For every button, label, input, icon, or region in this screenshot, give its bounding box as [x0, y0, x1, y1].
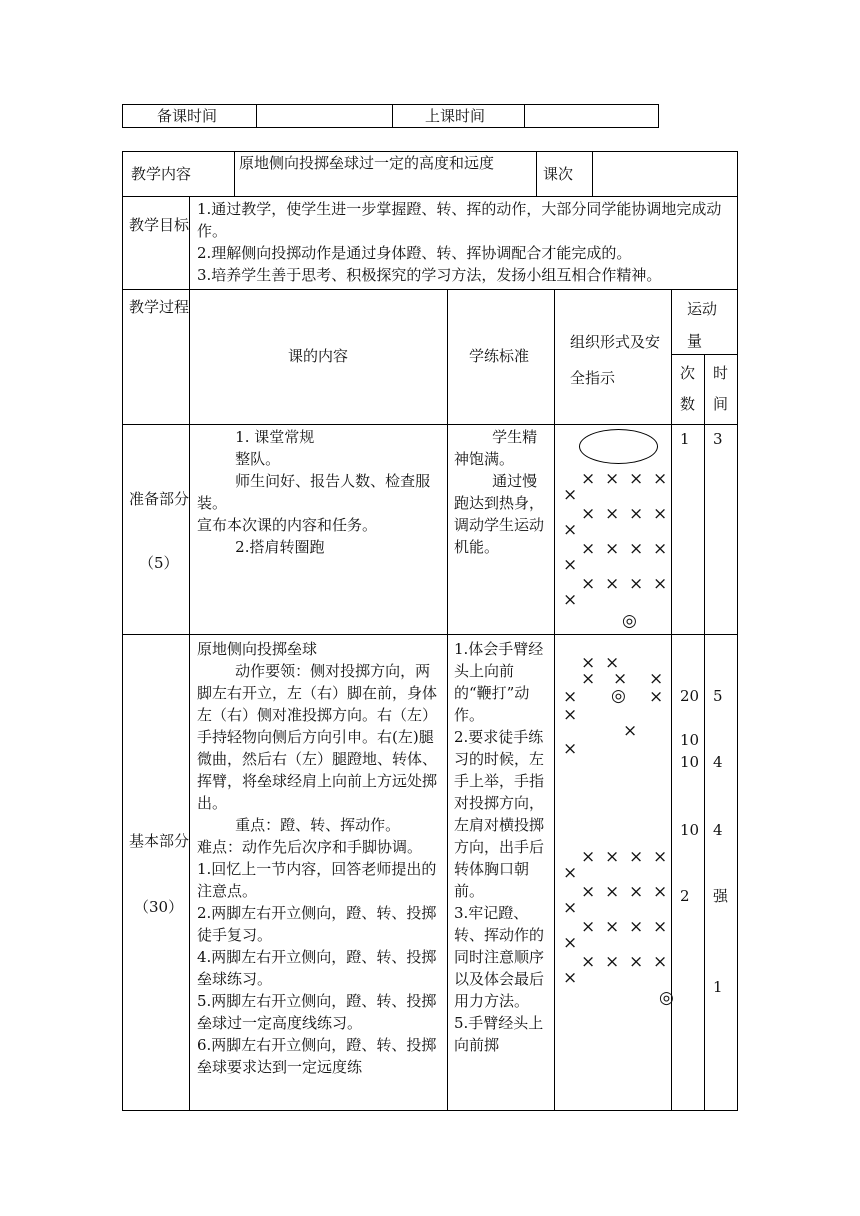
- student-mark: ×: [581, 469, 596, 489]
- basic-content: 原地侧向投掷垒球 动作要领：侧对投掷方向，两脚左右开立，左（右）脚在前，身体左（右）侧对准投掷方向。右（左）手持轻物向侧后方向引申。右(左)腿微曲，然后右（左）腿蹬地、转体、挥臂，将垒球经肩上向前上方远处掷出。 重点：蹬、转、挥动作。 难点：动作先后次序和手脚协调。 1.回忆上一节内容，回答老师提出的注意点。 2.两脚左右开立侧向，蹬、转、投掷徒手复习。 4.两脚左右开立侧向，蹬、转、投掷垒球练习。 5.两脚左右开立侧向，蹬、转、投掷垒球过一定高度线练习。 6.两脚左右开立侧向，蹬、转、投掷垒球要求达到一定远度练: [197, 640, 438, 1076]
- student-mark: ×: [629, 917, 644, 937]
- student-mark: ×: [653, 574, 668, 594]
- teacher-mark: ◎: [611, 686, 626, 706]
- student-mark: ×: [613, 669, 628, 689]
- basic-duration-1: 5: [713, 687, 723, 705]
- student-mark: ×: [649, 669, 664, 689]
- basic-duration-5: 1: [713, 978, 723, 996]
- student-mark: ×: [653, 882, 668, 902]
- basic-times-4: 10: [680, 821, 700, 839]
- student-mark: ×: [653, 539, 668, 559]
- teacher-mark: ◎: [659, 988, 674, 1008]
- student-mark: ×: [629, 504, 644, 524]
- student-mark: ×: [563, 705, 578, 725]
- student-mark: ×: [629, 574, 644, 594]
- basic-duration-4: 强: [713, 887, 729, 905]
- student-mark: ×: [653, 952, 668, 972]
- student-mark: ×: [563, 520, 578, 540]
- basic-label: 基本部分: [129, 832, 190, 850]
- student-mark: ×: [629, 882, 644, 902]
- student-mark: ×: [563, 898, 578, 918]
- teacher-mark: ◎: [622, 611, 637, 631]
- student-mark: ×: [605, 917, 620, 937]
- basic-standard: 1.体会手臂经头上向前的“鞭打”动作。 2.要求徒手练习的时候，左手上举，手指对投掷方向，左肩对横投掷方向，出手后转体胸口朝前。 3.牢记蹬、转、挥动作的同时注意顺序以及体会最后用力方法。 5.手臂经头上向前掷: [454, 640, 545, 1054]
- basic-duration-2: 4: [713, 753, 723, 771]
- prep-label: 准备部分: [129, 490, 190, 508]
- goals-label: 教学目标: [129, 216, 190, 234]
- prep-content: 1. 课堂常规 整队。 师生问好、报告人数、检查服装。 宣布本次课的内容和任务。 2.搭肩转圈跑: [197, 428, 431, 556]
- content-header: 课的内容: [288, 347, 349, 365]
- basic-times-1: 20: [680, 687, 700, 705]
- prep-duration: 3: [713, 430, 723, 448]
- basic-minutes: （30）: [134, 898, 184, 916]
- content-value: 原地侧向投掷垒球过一定的高度和远度: [239, 154, 495, 172]
- student-mark: ×: [563, 933, 578, 953]
- student-mark: ×: [605, 574, 620, 594]
- student-mark: ×: [563, 485, 578, 505]
- student-mark: ×: [605, 952, 620, 972]
- goal-item-3: 3.培养学生善于思考、积极探究的学习方法，发扬小组互相合作精神。: [197, 266, 662, 284]
- prep-minutes: （5）: [139, 554, 179, 572]
- basic-times-2: 10: [680, 731, 700, 749]
- student-mark: ×: [629, 469, 644, 489]
- student-mark: ×: [605, 653, 620, 673]
- student-mark: ×: [629, 539, 644, 559]
- student-mark: ×: [581, 574, 596, 594]
- organization-header: 组织形式及安全指示: [570, 333, 661, 387]
- student-mark: ×: [581, 539, 596, 559]
- student-mark: ×: [605, 469, 620, 489]
- basic-times-5: 2: [680, 887, 690, 905]
- student-mark: ×: [653, 847, 668, 867]
- class-time-label: 上课时间: [425, 107, 486, 125]
- student-mark: ×: [581, 847, 596, 867]
- student-mark: ×: [623, 721, 638, 741]
- student-mark: ×: [563, 687, 578, 707]
- student-mark: ×: [649, 687, 664, 707]
- student-mark: ×: [563, 863, 578, 883]
- student-mark: ×: [581, 653, 596, 673]
- content-label: 教学内容: [131, 165, 192, 183]
- goal-item-2: 2.理解侧向投掷动作是通过身体蹬、转、挥协调配合才能完成的。: [197, 244, 632, 262]
- student-mark: ×: [581, 882, 596, 902]
- student-mark: ×: [581, 504, 596, 524]
- student-mark: ×: [563, 739, 578, 759]
- student-mark: ×: [581, 669, 596, 689]
- student-mark: ×: [605, 847, 620, 867]
- standard-header: 学练标准: [469, 347, 530, 365]
- prep-times: 1: [680, 430, 690, 448]
- student-mark: ×: [653, 917, 668, 937]
- goal-item-1: 1.通过教学，使学生进一步掌握蹬、转、挥的动作，大部分同学能协调地完成动作。: [197, 200, 722, 240]
- student-mark: ×: [629, 952, 644, 972]
- student-mark: ×: [563, 555, 578, 575]
- student-mark: ×: [563, 968, 578, 988]
- student-mark: ×: [629, 847, 644, 867]
- student-mark: ×: [563, 590, 578, 610]
- basic-duration-3: 4: [713, 821, 723, 839]
- prep-standard: 学生精神饱满。 通过慢跑达到热身，调动学生运动机能。: [454, 428, 545, 556]
- process-header: 教学过程: [129, 298, 190, 316]
- student-mark: ×: [605, 504, 620, 524]
- student-mark: ×: [653, 504, 668, 524]
- load-header: 运动量: [687, 300, 718, 350]
- student-mark: ×: [653, 469, 668, 489]
- student-mark: ×: [581, 952, 596, 972]
- prep-time-label: 备课时间: [157, 107, 218, 125]
- lesson-no-label: 课次: [543, 165, 574, 183]
- student-mark: ×: [605, 882, 620, 902]
- running-track-ellipse: [579, 429, 658, 464]
- times-header: 次数: [680, 364, 696, 413]
- basic-times-3: 10: [680, 753, 700, 771]
- student-mark: ×: [581, 917, 596, 937]
- student-mark: ×: [605, 539, 620, 559]
- duration-header: 时间: [713, 364, 729, 413]
